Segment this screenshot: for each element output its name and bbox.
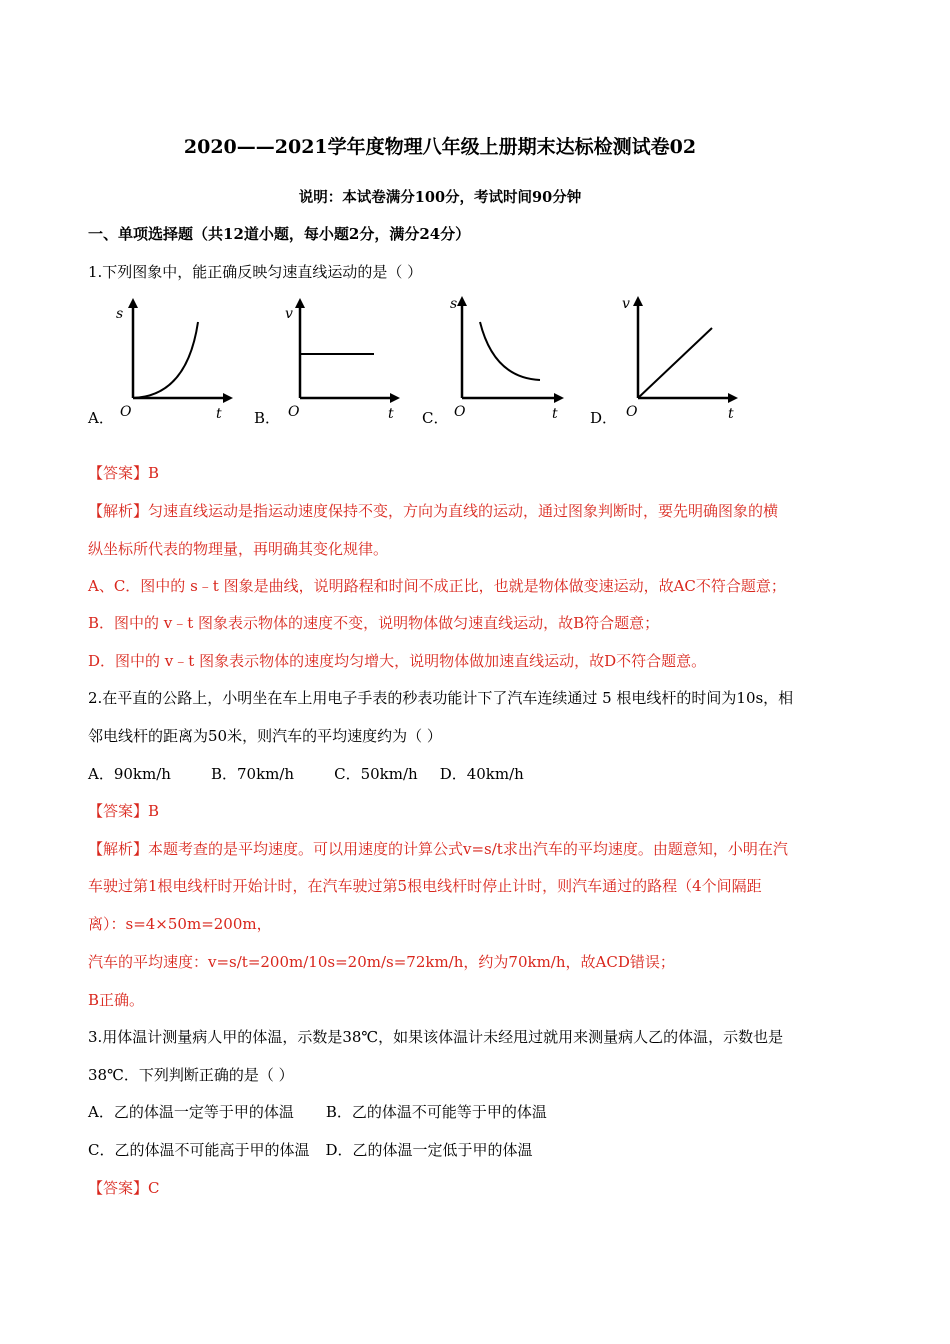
graph-d-ylabel: v [622,296,630,312]
q2-analysis-line-2: 车驶过第1根电线杆时开始计时，在汽车驶过第5根电线杆时停止计时，则汽车通过的路程（4个间隔距 [88,877,762,895]
q3-option-d: D．乙的体温一定低于甲的体温 [325,1141,533,1159]
q2-analysis-line-5: B正确。 [88,991,145,1009]
section-heading: 一、单项选择题（共12道小题，每小题2分，满分24分） [88,225,471,243]
question-1-stem: 1.下列图象中，能正确反映匀速直线运动的是（ ） [88,263,423,281]
page-title: 2020——2021学年度物理八年级上册期末达标检测试卷02 [183,136,697,158]
question-3-stem-2: 38℃．下列判断正确的是（ ） [88,1066,294,1084]
q2-answer: 【答案】B [88,802,160,820]
graph-a-curve [133,322,198,398]
graph-a-origin: O [120,404,132,420]
graph-d-xlabel: t [728,406,734,422]
graph-c-curve [480,322,540,380]
q3-option-c: C．乙的体温不可能高于甲的体温 [88,1141,310,1159]
q3-options-row-1 [88,1102,547,1122]
graph-d [616,292,741,422]
q1-analysis-line-3: A、C．图中的 s﹣t 图象是曲线，说明路程和时间不成正比，也就是物体做变速运动，故AC不符合题意； [88,577,786,595]
graph-a [112,296,237,421]
question-2-stem-1: 2.在平直的公路上，小明坐在车上用电子手表的秒表功能计下了汽车连续通过 5 根电线杆的时间为10s，相 [88,689,794,707]
graph-c-xlabel: t [552,406,558,422]
q1-option-a-label: A． [88,409,114,427]
q2-analysis-line-3: 离）：s=4×50m=200m， [88,915,272,933]
graph-c [448,292,573,422]
graph-b-ylabel: v [285,306,293,322]
q1-answer: 【答案】B [88,464,160,482]
graph-b [282,296,407,421]
question-2-stem-2: 邻电线杆的距离为50米，则汽车的平均速度约为（ ） [88,727,442,745]
q2-options [88,764,524,784]
q1-option-d-label: D． [590,409,618,427]
q1-analysis-line-2: 纵坐标所代表的物理量，再明确其变化规律。 [88,540,389,558]
graph-d-line [638,328,712,398]
q1-analysis-line-5: D．图中的 v﹣t 图象表示物体的速度均匀增大，说明物体做加速直线运动，故D不符合题意。 [88,652,707,670]
graph-c-origin: O [454,404,466,420]
q1-option-b-label: B． [254,409,281,427]
graph-d-origin: O [626,404,638,420]
q1-analysis-line-4: B．图中的 v﹣t 图象表示物体的速度不变，说明物体做匀速直线运动，故B符合题意； [88,614,660,632]
q1-analysis-line-1: 【解析】匀速直线运动是指运动速度保持不变，方向为直线的运动，通过图象判断时，要先明确图象的横 [88,502,779,520]
exam-note: 说明：本试卷满分100分，考试时间90分钟 [298,189,582,206]
question-3-stem-1: 3.用体温计测量病人甲的体温，示数是38℃，如果该体温计未经甩过就用来测量病人乙的体温，示数也是 [88,1028,784,1046]
q2-option-a: A．90km/h [88,765,171,783]
q2-analysis-line-1: 【解析】本题考查的是平均速度。可以用速度的计算公式v=s/t求出汽车的平均速度。由题意知，小明在汽 [88,840,788,858]
q3-option-b: B．乙的体温不可能等于甲的体温 [325,1103,547,1121]
graph-c-ylabel: s [450,296,458,312]
q2-option-c: C．50km/h [334,765,418,783]
graph-a-xlabel: t [216,406,222,422]
graph-b-origin: O [288,404,300,420]
q3-option-a: A．乙的体温一定等于甲的体温 [88,1103,294,1121]
q1-option-c-label: C． [422,409,449,427]
q2-option-d: D．40km/h [439,765,524,783]
graph-b-xlabel: t [388,406,394,422]
q3-answer: 【答案】C [88,1179,160,1197]
q3-options-row-2 [88,1140,533,1160]
q2-option-b: B．70km/h [210,765,295,783]
graph-a-ylabel: s [116,306,124,322]
q2-analysis-line-4: 汽车的平均速度：v=s/t=200m/10s=20m/s=72km/h，约为70km/h，故ACD错误； [88,953,675,971]
